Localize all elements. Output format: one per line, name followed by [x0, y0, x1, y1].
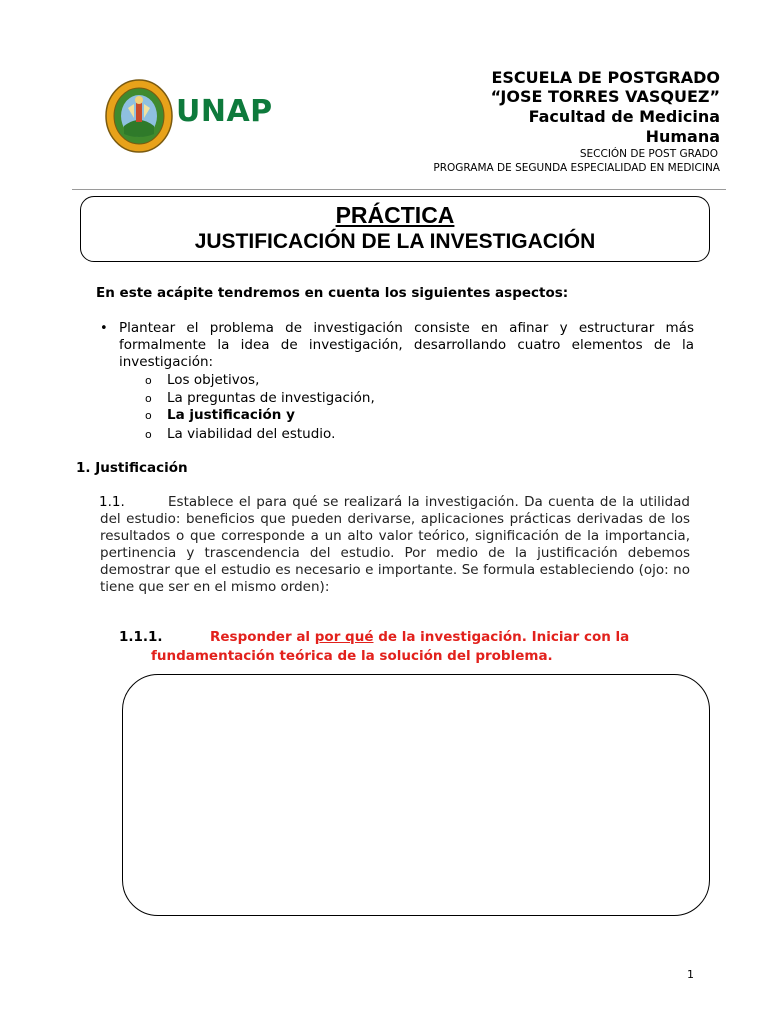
- paragraph-number: 1.1.: [99, 494, 125, 510]
- section-label: SECCIÓN DE POST GRADO: [579, 148, 718, 160]
- subsection-number: 1.1.1.: [119, 629, 163, 645]
- list-item: [145, 426, 335, 442]
- bullet-paragraph: Plantear el problema de investigación consiste en afinar y estructurar más formalmente la idea de investigación, desarrollando cuatro elementos de la investigación:: [119, 320, 694, 370]
- instruction-post: de la investigación. Iniciar con la: [373, 629, 630, 645]
- university-seal-logo: [104, 78, 174, 154]
- list-item: [145, 372, 259, 388]
- instruction-line-1: [210, 629, 629, 645]
- instruction-line-2: fundamentación teórica de la solución del problema.: [151, 648, 553, 664]
- instruction-pre: Responder al: [210, 629, 315, 645]
- list-item-text: Los objetivos,: [167, 372, 260, 388]
- instruction-underlined: por qué: [314, 629, 374, 645]
- justification-paragraph: Establece el para qué se realizará la investigación. Da cuenta de la utilidad del estudio: beneficios que pueden derivarse, aplicaciones prácticas derivadas de los resultados o que corresponde a un alto valor teórico, significación de la importancia, pertinencia y trascendencia del estudio. Por medio de la justificación debemos demostrar que el estudio es necesario e importante. Se formula estableciendo (ojo: no tiene que ser en el mismo orden):: [100, 494, 690, 595]
- logo-wordmark: UNAP: [176, 94, 273, 129]
- practice-title: PRÁCTICA: [335, 202, 455, 228]
- school-name: “JOSE TORRES VASQUEZ”: [490, 87, 720, 106]
- program-label: PROGRAMA DE SEGUNDA ESPECIALIDAD EN MEDICINA: [433, 162, 720, 174]
- sub-bullet-marker: o: [145, 392, 152, 405]
- header-divider: [72, 189, 726, 190]
- title-box: [80, 196, 710, 262]
- sub-bullet-marker: o: [145, 409, 152, 422]
- faculty-line-1: Facultad de Medicina: [528, 107, 720, 126]
- bullet-marker: •: [100, 321, 108, 336]
- section-heading: 1. Justificación: [76, 460, 188, 476]
- list-item: [145, 407, 295, 423]
- faculty-line-2: Humana: [645, 127, 720, 146]
- page-number: 1: [687, 968, 694, 981]
- list-item-text: La justificación y: [167, 407, 295, 423]
- practice-subtitle: JUSTIFICACIÓN DE LA INVESTIGACIÓN: [194, 230, 596, 253]
- intro-text: En este acápite tendremos en cuenta los siguientes aspectos:: [96, 285, 569, 301]
- answer-box[interactable]: [122, 674, 710, 916]
- list-item-text: La viabilidad del estudio.: [167, 426, 336, 442]
- sub-bullet-marker: o: [145, 428, 152, 441]
- list-item: [145, 390, 375, 406]
- sub-bullet-marker: o: [145, 374, 152, 387]
- list-item-text: La preguntas de investigación,: [167, 390, 375, 406]
- school-title: ESCUELA DE POSTGRADO: [491, 68, 720, 87]
